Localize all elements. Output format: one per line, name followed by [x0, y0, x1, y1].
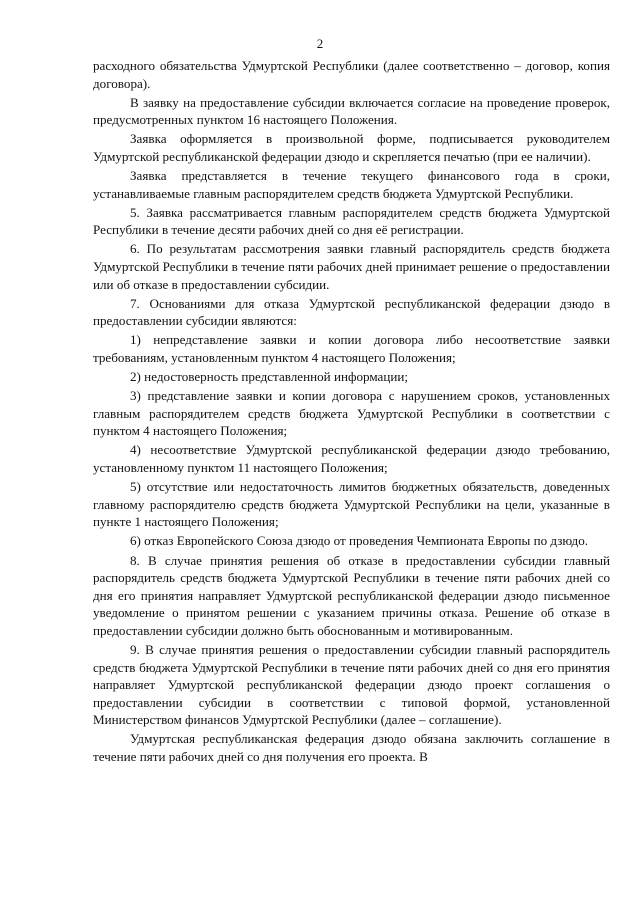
paragraph-item-9: 9. В случае принятия решения о предоставлении субсидии главный распорядитель средств бюджета Удмуртской Республики в течение пяти рабочих дней со дня его принятия направляет Удмуртской республиканской федерации дзюдо проект соглашения о предоставлении субсидии в соответствии с типовой формой, установленной Министерством финансов Удмуртской Республики (далее – соглашение). — [93, 642, 610, 728]
list-item-1: 1) непредставление заявки и копии договора либо несоответствие заявки требованиям, установленным пунктом 4 настоящего Положения; — [93, 332, 610, 365]
list-item-2: 2) недостоверность представленной информации; — [130, 369, 409, 385]
list-item-5: 5) отсутствие или недостаточность лимитов бюджетных обязательств, доведенных главному распорядителю средств бюджета Удмуртской Республики на цели, указанные в пункте 1 настоящего Положения; — [93, 479, 610, 530]
list-item-3: 3) представление заявки и копии договора с нарушением сроков, установленных главным распорядителем средств бюджета Удмуртской Республики в соответствии с пунктом 4 настоящего Положения; — [93, 388, 610, 439]
list-item-6: 6) отказ Европейского Союза дзюдо от проведения Чемпионата Европы по дзюдо. — [130, 533, 589, 549]
document-body — [93, 57, 610, 767]
page-number: 2 — [316, 36, 324, 51]
paragraph-item-7: 7. Основаниями для отказа Удмуртской республиканской федерации дзюдо в предоставлении субсидии являются: — [93, 295, 610, 329]
paragraph-item-8: 8. В случае принятия решения об отказе в предоставлении субсидии главный распорядитель средств бюджета Удмуртской Республики в течение пяти рабочих дней со дня его принятия направляет Удмуртской республиканской федерации дзюдо письменное уведомление о принятом решении с указанием причины отказа. Решение об отказе в предоставлении субсидии должно быть обоснованным и мотивированным. — [93, 552, 610, 638]
paragraph-item-5: 5. Заявка рассматривается главным распорядителем средств бюджета Удмуртской Республики в течение десяти рабочих дней со дня её регистрации. — [93, 204, 610, 238]
paragraph-agreement-obligation: Удмуртская республиканская федерация дзюдо обязана заключить соглашение в течение пяти рабочих дней со дня получения его проекта. В — [93, 731, 610, 765]
paragraph-application-form: Заявка оформляется в произвольной форме, подписывается руководителем Удмуртской республиканской федерации дзюдо и скрепляется печатью (при ее наличии). — [93, 131, 610, 164]
paragraph-continuation: расходного обязательства Удмуртской Республики (далее соответственно – договор, копия договора). — [93, 58, 610, 91]
paragraph-application-deadline: Заявка представляется в течение текущего финансового года в сроки, устанавливаемые главным распорядителем средств бюджета Удмуртской Республики. — [93, 168, 610, 201]
paragraph-consent: В заявку на предоставление субсидии включается согласие на проведение проверок, предусмотренных пунктом 16 настоящего Положения. — [93, 94, 610, 128]
list-item-4: 4) несоответствие Удмуртской республиканской федерации дзюдо требованию, установленному пунктом 11 настоящего Положения; — [93, 442, 610, 476]
paragraph-item-6: 6. По результатам рассмотрения заявки главный распорядитель средств бюджета Удмуртской Республики в течение пяти рабочих дней принимает решение о предоставлении или об отказе в предоставлении субсидии. — [93, 241, 610, 292]
